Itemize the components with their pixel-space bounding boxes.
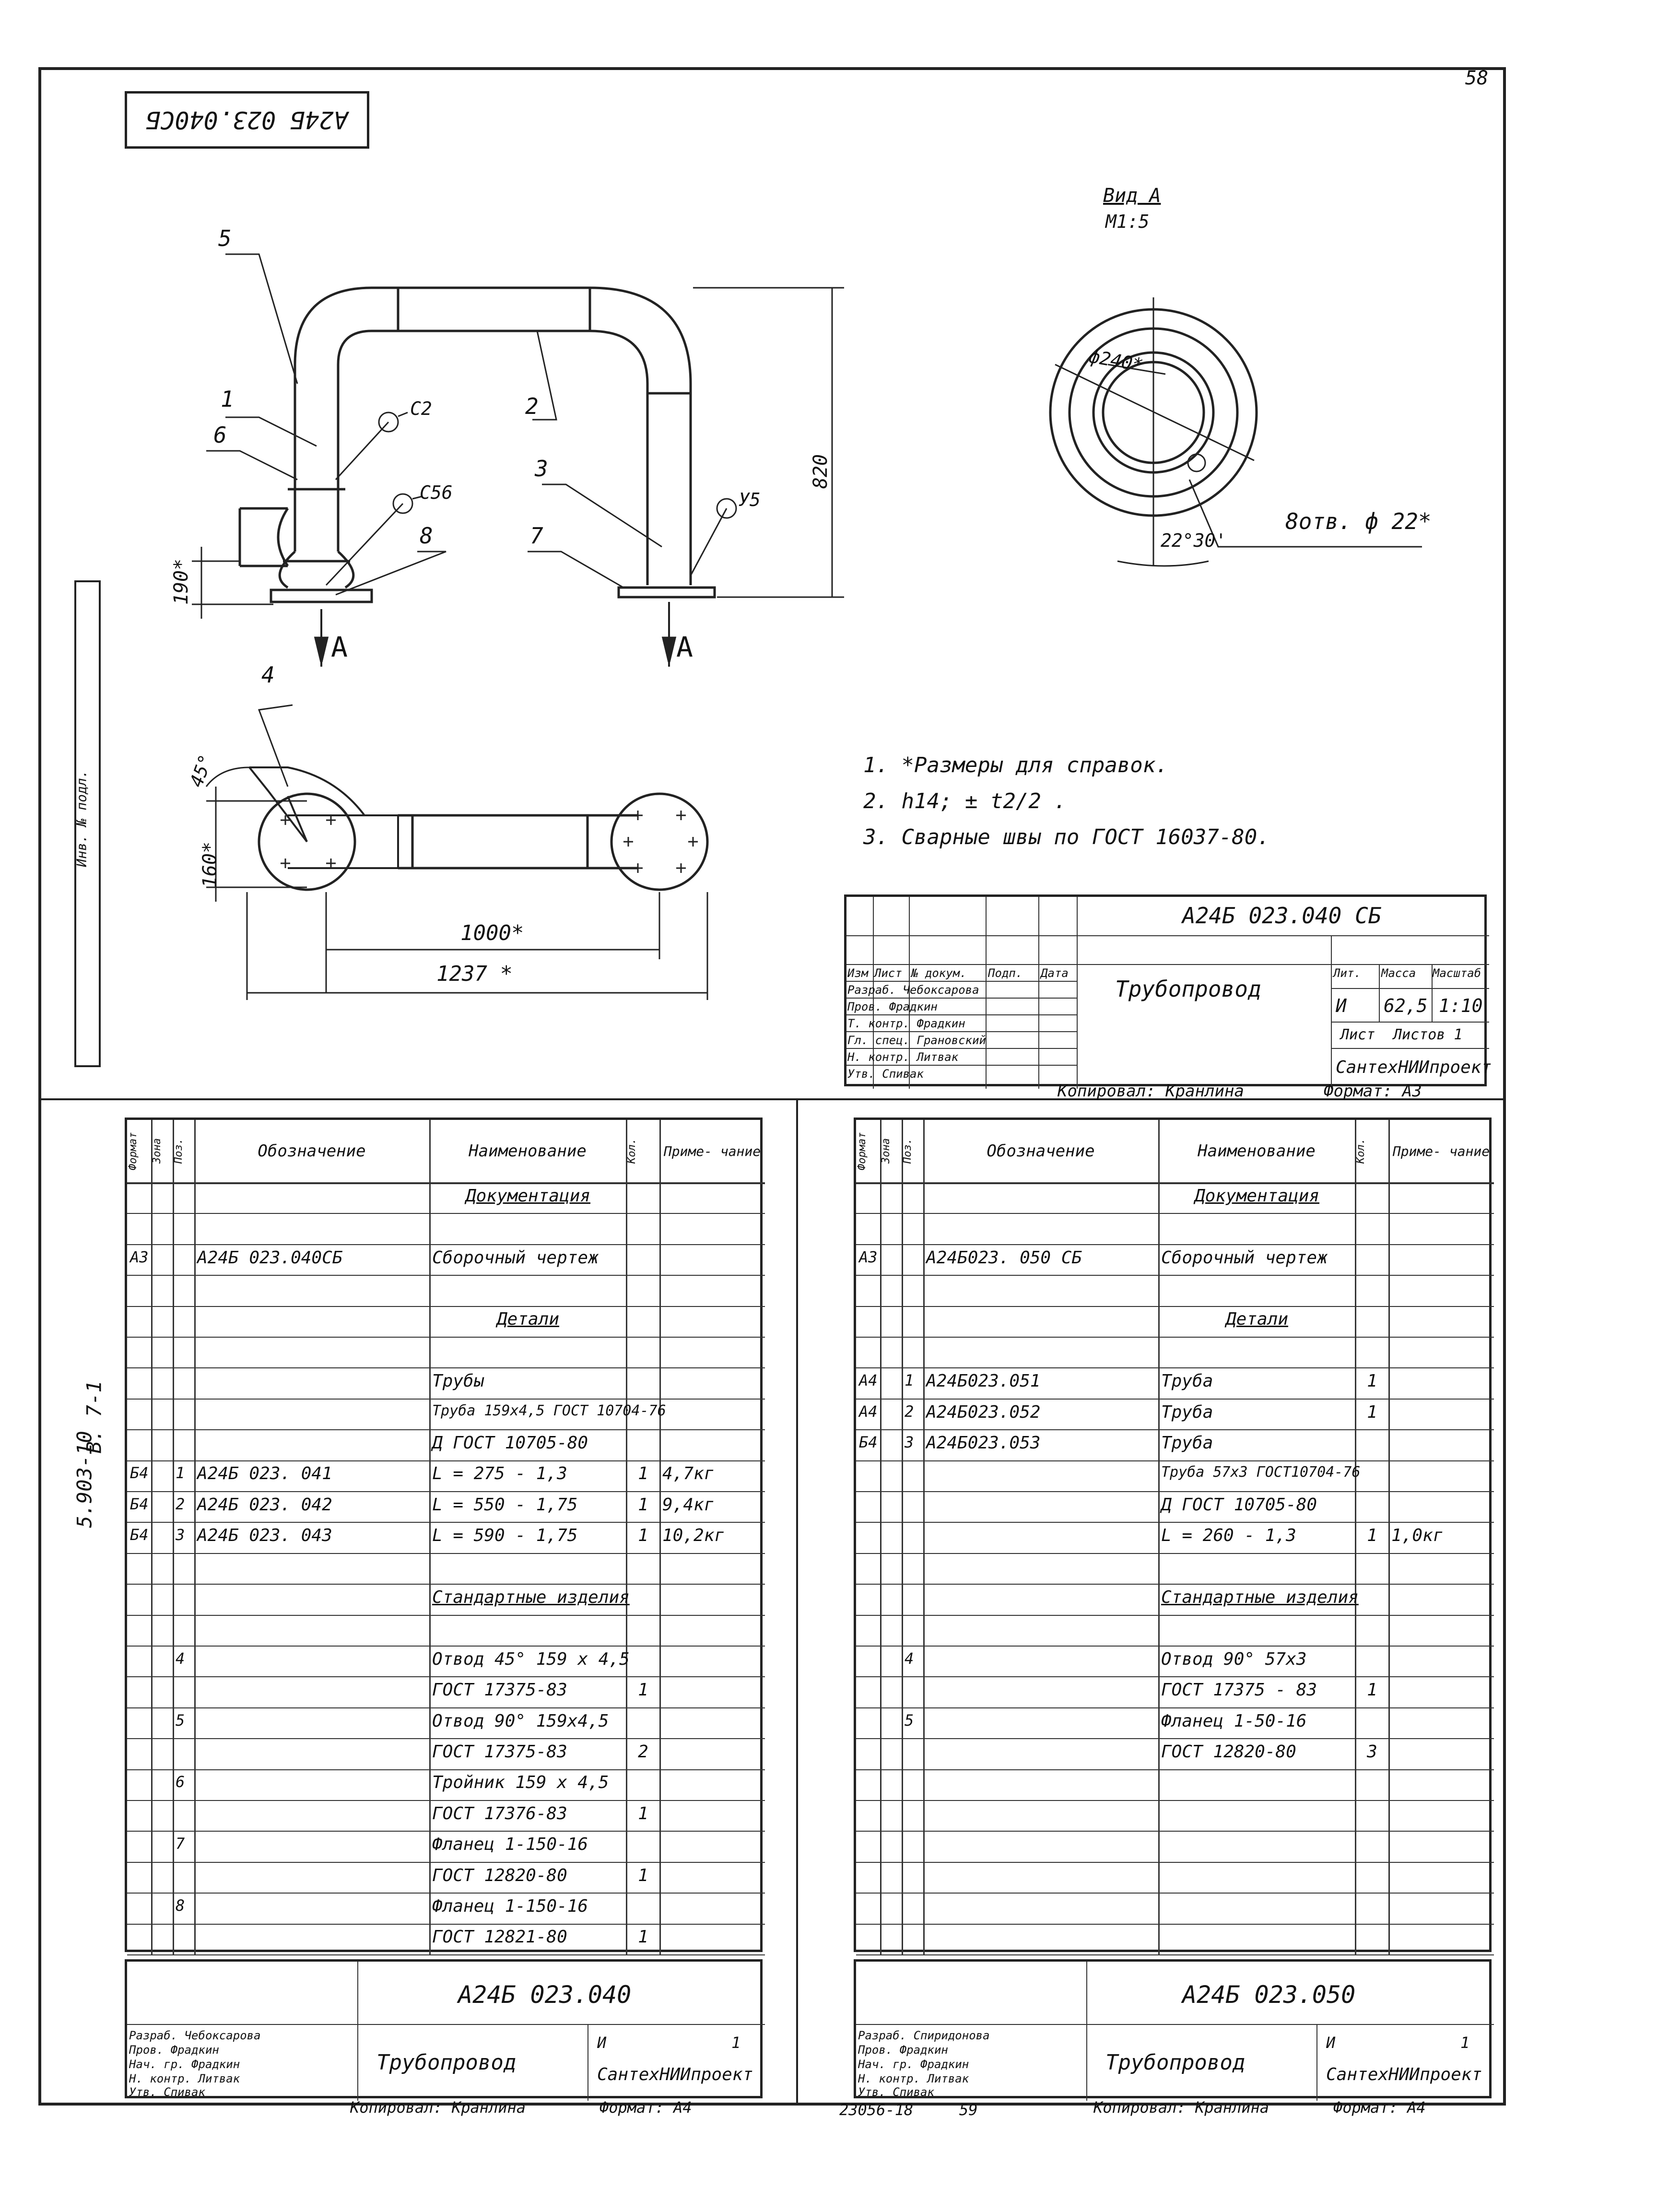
hdr-sheet: Лист xyxy=(1340,1026,1375,1043)
dim-holes: 8отв. ф 22* xyxy=(1285,508,1432,534)
spec-left-row-9-note: 4,7кг xyxy=(662,1464,715,1484)
spec-left-role-3: Нач. гр. Фрадкин xyxy=(129,2058,240,2071)
spec-left-header-format: Формат xyxy=(127,1132,139,1170)
spec-right-header-pos: Поз. xyxy=(902,1138,914,1164)
spec-right-header-format: Формат xyxy=(856,1132,868,1170)
hdr-mass: Масса xyxy=(1381,966,1416,980)
spec-left-name: Трубопровод xyxy=(376,2050,517,2075)
spec-right-row-7-qty: 1 xyxy=(1367,1402,1377,1422)
main-title-block xyxy=(844,894,1492,1086)
leader-7: 7 xyxy=(530,523,543,549)
spec-right-row-11-qty: 1 xyxy=(1367,1526,1377,1546)
spec-right-row-2-name: Сборочный чертеж xyxy=(1161,1247,1328,1268)
spec-left-row-21-name: Фланец 1-150-16 xyxy=(432,1835,588,1855)
dim-45: 45° xyxy=(185,752,217,790)
spec-right-row-6-designation: А24Б023.051 xyxy=(926,1371,1041,1391)
spec-left-row-19-pos: 6 xyxy=(176,1773,185,1791)
view-a-scale: М1:5 xyxy=(1105,211,1150,232)
spec-left-role-2: Пров. Фрадкин xyxy=(129,2043,219,2057)
dim-22-30: 22°30' xyxy=(1161,530,1227,551)
spec-left-lit: И xyxy=(597,2034,607,2052)
spec-right-row-4-name: Детали xyxy=(1225,1309,1289,1330)
spec-left-row-24-name: ГОСТ 12821-80 xyxy=(432,1927,567,1947)
spec-right-role-4: Н. контр. Литвак xyxy=(858,2072,969,2085)
spec-left-sheets: 1 xyxy=(731,2034,741,2052)
spec-left-row-2-format: А3 xyxy=(130,1247,149,1266)
leader-6: 6 xyxy=(213,422,227,448)
spec-right-row-6-format: А4 xyxy=(859,1371,878,1390)
spec-left-row-16-name: ГОСТ 17375-83 xyxy=(432,1680,567,1700)
spec-right-row-8-name: Труба xyxy=(1161,1433,1213,1453)
spec-right-role-3: Нач. гр. Фрадкин xyxy=(858,2058,969,2071)
spec-right-row-7-format: А4 xyxy=(859,1402,878,1421)
spec-right-row-15-name: Отвод 90° 57х3 xyxy=(1161,1649,1307,1669)
spec-right-name: Трубопровод xyxy=(1105,2050,1246,2075)
spec-right-row-17-pos: 5 xyxy=(905,1711,914,1730)
spec-left-row-20-name: ГОСТ 17376-83 xyxy=(432,1803,567,1824)
spec-right-row-18-name: ГОСТ 12820-80 xyxy=(1161,1741,1296,1762)
spec-left-row-19-name: Тройник 159 х 4,5 xyxy=(432,1773,609,1793)
spec-right-row-6-pos: 1 xyxy=(905,1371,914,1390)
spec-left-row-10-pos: 2 xyxy=(176,1494,185,1513)
spec-right-designation: А24Б 023.050 xyxy=(1182,1981,1356,2009)
spec-left-row-8-name: Д ГОСТ 10705-80 xyxy=(432,1433,588,1453)
leader-3: 3 xyxy=(535,456,548,482)
spec-left-row-9-name: L = 275 - 1,3 xyxy=(432,1464,567,1484)
margin-note-right: В. 7-1 xyxy=(82,1380,106,1454)
spec-left-row-23-pos: 8 xyxy=(176,1896,185,1915)
view-arrow-a-left: А xyxy=(331,631,348,663)
spec-left-row-15-pos: 4 xyxy=(176,1649,185,1668)
spec-left-row-18-qty: 2 xyxy=(638,1741,648,1762)
spec-left-row-9-format: Б4 xyxy=(130,1464,149,1483)
spec-left-row-10-format: Б4 xyxy=(130,1494,149,1513)
role-4: Гл. спец. Грановский xyxy=(847,1034,986,1047)
dim-160: 160* xyxy=(199,841,222,888)
spec-right-org: СантехНИИпроект xyxy=(1326,2065,1482,2084)
spec-left-row-17-pos: 5 xyxy=(176,1711,185,1730)
spec-sheet-right xyxy=(854,1118,1492,1952)
spec-right-header-note: Приме- чание xyxy=(1392,1143,1490,1159)
spec-right-row-0-name: Документация xyxy=(1194,1186,1320,1206)
spec-left-row-10-designation: А24Б 023. 042 xyxy=(197,1494,332,1515)
note-2: 2. h14; ± t2/2 . xyxy=(863,789,1067,813)
spec-left-row-9-pos: 1 xyxy=(176,1464,185,1483)
note-3: 3. Сварные швы по ГОСТ 16037-80. xyxy=(863,825,1270,849)
spec-left-row-10-name: L = 550 - 1,75 xyxy=(432,1494,578,1515)
view-arrow-a-right: А xyxy=(676,631,693,663)
leader-2: 2 xyxy=(525,393,539,419)
spec-left-role-1: Разраб. Чебоксарова xyxy=(129,2029,261,2042)
hdr-izm: Изм xyxy=(847,966,869,980)
spec-left-row-17-name: Отвод 90° 159х4,5 xyxy=(432,1711,609,1731)
leader-4: 4 xyxy=(261,662,275,688)
spec-left-header-pos: Поз. xyxy=(173,1138,185,1164)
spec-left-header-zone: Зона xyxy=(151,1138,163,1164)
spec-left-row-2-designation: А24Б 023.040СБ xyxy=(197,1247,343,1268)
spec-left-title-block xyxy=(125,1959,763,2098)
hdr-sign: Подп. xyxy=(988,966,1023,980)
leader-5: 5 xyxy=(218,225,232,251)
spec-divider xyxy=(796,1098,798,2106)
weld-u5: У5 xyxy=(739,489,761,510)
spec-right-header-zone: Зона xyxy=(880,1138,892,1164)
spec-right-row-2-designation: А24Б023. 050 СБ xyxy=(926,1247,1082,1268)
dim-820: 820 xyxy=(810,454,832,489)
main-designation: А24Б 023.040 СБ xyxy=(1182,903,1382,929)
spec-left-header-name: Наименование xyxy=(469,1141,587,1161)
spec-left-row-21-pos: 7 xyxy=(176,1835,185,1853)
spec-left-row-10-note: 9,4кг xyxy=(662,1494,715,1515)
leader-1: 1 xyxy=(221,386,234,412)
hdr-date: Дата xyxy=(1041,966,1069,980)
spec-right-header-qty: Кол. xyxy=(1355,1138,1367,1164)
spec-right-row-7-designation: А24Б023.052 xyxy=(926,1402,1041,1422)
spec-left-row-16-qty: 1 xyxy=(638,1680,648,1700)
role-2: Пров. Фрадкин xyxy=(847,1000,938,1013)
spec-left-designation: А24Б 023.040 xyxy=(458,1981,632,2009)
spec-left-row-0-name: Документация xyxy=(465,1186,591,1206)
spec-left-row-7-name: Труба 159х4,5 ГОСТ 10704-76 xyxy=(432,1402,666,1419)
hdr-list: Лист xyxy=(874,966,902,980)
spec-right-row-8-pos: 3 xyxy=(905,1433,914,1451)
spec-left-row-11-designation: А24Б 023. 043 xyxy=(197,1526,332,1546)
main-scale: 1:10 xyxy=(1439,995,1483,1016)
hdr-sheets: Листов 1 xyxy=(1393,1026,1463,1043)
spec-left-row-15-name: Отвод 45° 159 х 4,5 xyxy=(432,1649,630,1669)
spec-left-row-2-name: Сборочный чертеж xyxy=(432,1247,599,1268)
spec-right-sheets: 1 xyxy=(1460,2034,1470,2052)
rotated-stamp: А24Б 023.040СБ xyxy=(125,91,369,149)
spec-right-title-block xyxy=(854,1959,1492,2098)
spec-right-row-7-pos: 2 xyxy=(905,1402,914,1421)
spec-left-role-5: Утв. Спивак xyxy=(129,2085,205,2099)
spec-right-row-7-name: Труба xyxy=(1161,1402,1213,1422)
main-mass: 62,5 xyxy=(1384,995,1428,1016)
page-number: 58 xyxy=(1465,67,1489,89)
role-5: Н. контр. Литвак xyxy=(847,1050,959,1064)
spec-left-row-11-note: 10,2кг xyxy=(662,1526,725,1546)
weld-c56: С56 xyxy=(420,482,453,503)
spec-right-row-9-name: Труба 57х3 ГОСТ10704-76 xyxy=(1161,1464,1361,1481)
spec-left-row-24-qty: 1 xyxy=(638,1927,648,1947)
main-lit: И xyxy=(1336,995,1347,1016)
spec-right-row-13-name: Стандартные изделия xyxy=(1161,1587,1359,1607)
spec-right-header-name: Наименование xyxy=(1198,1141,1316,1161)
bottom-code-1: 23056-18 xyxy=(839,2101,914,2119)
spec-left-row-6-name: Трубы xyxy=(432,1371,484,1391)
hdr-lit: Лит. xyxy=(1333,966,1361,980)
spec-left-copied: Копировал: Кранлина xyxy=(350,2098,526,2117)
spec-left-row-11-qty: 1 xyxy=(638,1526,648,1546)
spec-left-role-4: Н. контр. Литвак xyxy=(129,2072,240,2085)
spec-left-row-11-pos: 3 xyxy=(176,1526,185,1544)
spec-right-row-16-qty: 1 xyxy=(1367,1680,1377,1700)
spec-right-row-6-name: Труба xyxy=(1161,1371,1213,1391)
spec-left-row-22-qty: 1 xyxy=(638,1865,648,1885)
spec-right-format: Формат: А4 xyxy=(1333,2098,1426,2117)
spec-left-org: СантехНИИпроект xyxy=(597,2065,753,2084)
role-3: Т. контр. Фрадкин xyxy=(847,1017,965,1030)
spec-left-format: Формат: А4 xyxy=(599,2098,692,2117)
spec-right-row-8-designation: А24Б023.053 xyxy=(926,1433,1041,1453)
role-1: Разраб. Чебоксарова xyxy=(847,983,979,997)
spec-right-role-2: Пров. Фрадкин xyxy=(858,2043,948,2057)
dim-190: 190* xyxy=(170,558,193,605)
main-format: Формат: А3 xyxy=(1324,1082,1422,1101)
weld-c2: С2 xyxy=(410,398,432,419)
dim-dia240: ф240* xyxy=(1087,345,1145,376)
margin-note-left: 5.903-10 xyxy=(72,1431,96,1528)
dim-1237: 1237 * xyxy=(436,962,513,986)
spec-right-header-designation: Обозначение xyxy=(987,1141,1095,1161)
spec-sheet-left xyxy=(125,1118,763,1952)
spec-right-row-15-pos: 4 xyxy=(905,1649,914,1668)
spec-left-row-22-name: ГОСТ 12820-80 xyxy=(432,1865,567,1885)
main-copied: Копировал: Кранлина xyxy=(1058,1082,1244,1101)
spec-right-role-1: Разраб. Спиридонова xyxy=(858,2029,990,2042)
spec-right-row-6-qty: 1 xyxy=(1367,1371,1377,1391)
spec-left-row-18-name: ГОСТ 17375-83 xyxy=(432,1741,567,1762)
hdr-scale: Масштаб xyxy=(1433,966,1481,980)
spec-left-header-note: Приме- чание xyxy=(663,1143,761,1159)
spec-left-row-4-name: Детали xyxy=(496,1309,560,1330)
spec-right-row-11-note: 1,0кг xyxy=(1391,1526,1444,1546)
hdr-doc: № докум. xyxy=(911,966,967,980)
spec-right-row-8-format: Б4 xyxy=(859,1433,878,1451)
spec-left-row-11-format: Б4 xyxy=(130,1526,149,1544)
leader-8: 8 xyxy=(420,523,433,549)
spec-left-row-13-name: Стандартные изделия xyxy=(432,1587,630,1607)
spec-right-row-17-name: Фланец 1-50-16 xyxy=(1161,1711,1307,1731)
main-org: СантехНИИпроект xyxy=(1336,1058,1492,1077)
spec-left-row-11-name: L = 590 - 1,75 xyxy=(432,1526,578,1546)
spec-left-row-20-qty: 1 xyxy=(638,1803,648,1824)
spec-left-row-10-qty: 1 xyxy=(638,1494,648,1515)
main-name: Трубопровод xyxy=(1115,976,1261,1002)
spec-left-header-qty: Кол. xyxy=(626,1138,638,1164)
spec-right-row-16-name: ГОСТ 17375 - 83 xyxy=(1161,1680,1317,1700)
spec-right-row-2-format: А3 xyxy=(859,1247,878,1266)
role-6: Утв. Спивак xyxy=(847,1067,924,1081)
spec-right-role-5: Утв. Спивак xyxy=(858,2085,934,2099)
spec-right-row-18-qty: 3 xyxy=(1367,1741,1377,1762)
side-strip-label: Инв. № подл. xyxy=(73,770,90,867)
spec-right-lit: И xyxy=(1326,2034,1336,2052)
spec-right-row-10-name: Д ГОСТ 10705-80 xyxy=(1161,1494,1317,1515)
spec-left-header-designation: Обозначение xyxy=(258,1141,366,1161)
spec-right-row-11-name: L = 260 - 1,3 xyxy=(1161,1526,1296,1546)
spec-left-row-9-qty: 1 xyxy=(638,1464,648,1484)
view-a-title: Вид А xyxy=(1103,185,1161,207)
dim-1000: 1000* xyxy=(460,921,524,945)
bottom-code-2: 59 xyxy=(959,2101,978,2119)
spec-left-row-23-name: Фланец 1-150-16 xyxy=(432,1896,588,1916)
spec-left-row-9-designation: А24Б 023. 041 xyxy=(197,1464,332,1484)
spec-right-copied: Копировал: Кранлина xyxy=(1093,2098,1269,2117)
note-1: 1. *Размеры для справок. xyxy=(863,753,1168,777)
